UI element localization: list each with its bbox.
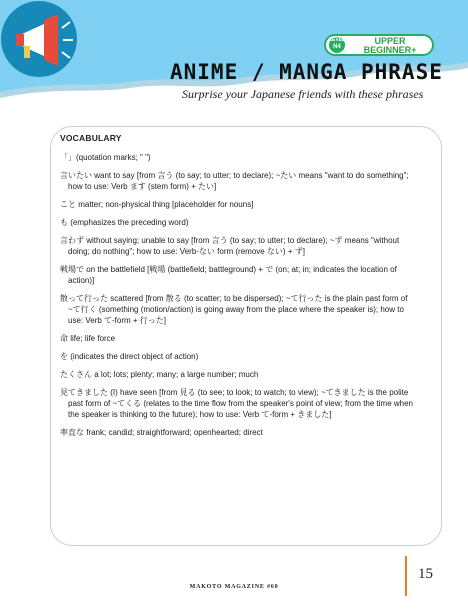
vocab-entry-quote xyxy=(60,152,436,163)
vocab-line: 命 life; life force xyxy=(60,334,116,343)
page-title: ANIME / MANGA PHRASE xyxy=(170,60,443,84)
vocab-line: 「」(quotation marks; " ") xyxy=(60,153,151,162)
magazine-name: MAKOTO MAGAZINE #60 xyxy=(189,584,279,590)
vocab-line: 言いたい want to say [from 言う (to say; to utter; to declare); ~たい means "want to do something"; xyxy=(60,171,409,180)
vocab-line: こと matter; non-physical thing [placeholder for nouns] xyxy=(60,200,254,209)
vocab-entry-mitekimashita xyxy=(60,387,436,420)
vocab-entry-wo xyxy=(60,351,436,362)
vocab-entry-koto xyxy=(60,199,436,210)
vocab-line: use: Verb て-form + 行った] xyxy=(68,316,167,325)
level-badge xyxy=(324,34,434,56)
vocab-entry-chitteitta xyxy=(60,293,436,326)
level-icon xyxy=(329,37,345,53)
vocab-line: past form of ~てくる (relates to the time flow from the speaker's point of view; from the time when xyxy=(68,399,413,408)
vocab-line: action)] xyxy=(68,276,95,285)
vocab-entry-iwazu xyxy=(60,235,436,257)
vocab-line: 見てきました (I) have seen [from 見る (to see; to look; to watch; to view); ~てきました is the polite xyxy=(60,388,409,397)
vocab-entry-senjou xyxy=(60,264,436,286)
footer-accent-line xyxy=(405,556,407,596)
vocab-line: the speaker is thinking to the future); how to use: Verb て-form + きました] xyxy=(68,410,332,419)
vocabulary-heading: VOCABULARY xyxy=(60,133,122,143)
page-number: 15 xyxy=(418,566,433,582)
level-icon-number: N4 xyxy=(333,44,341,50)
vocab-entry-inochi xyxy=(60,333,436,344)
vocab-entry-mo xyxy=(60,217,436,228)
vocab-line: 散って行った scattered [from 散る (to scatter; to be dispersed); ~て行った is the plain past form of xyxy=(60,294,408,303)
vocab-line: doing; do nothing"; how to use: Verb-ない form (remove ない) + ず] xyxy=(68,247,305,256)
level-label: UPPER BEGINNER+ xyxy=(363,36,417,55)
vocab-line: ~て行く (something (motion/action) is going away from the place where the speaker is); how to xyxy=(68,305,404,314)
vocab-line: たくさん a lot; lots; plenty; many; a large number; much xyxy=(60,370,259,379)
level-icon-text: LEVEL xyxy=(329,37,346,43)
vocab-entry-takusan xyxy=(60,369,436,380)
vocab-line: how to use: Verb ます (stem form) + たい] xyxy=(68,182,217,191)
vocab-entry-sotchoku xyxy=(60,427,436,438)
vocab-line: 言わず without saying; unable to say [from 言う (to say; to utter; to declare); ~ず means "without xyxy=(60,236,400,245)
vocab-line: 戦場で on the battlefield [戦場 (battlefield; battleground) + で (on; at; in; indicates the location of xyxy=(60,265,397,274)
vocab-line: を (indicates the direct object of action) xyxy=(60,352,199,361)
vocab-line: も (emphasizes the preceding word) xyxy=(60,218,189,227)
page-subtitle: Surprise your Japanese friends with these phrases xyxy=(182,87,424,101)
header xyxy=(0,0,468,120)
vocab-line: 率直な frank; candid; straightforward; openhearted; direct xyxy=(60,428,263,437)
megaphone-icon xyxy=(0,0,78,78)
vocab-entry-iitai xyxy=(60,170,436,192)
vocabulary-list xyxy=(60,128,436,445)
